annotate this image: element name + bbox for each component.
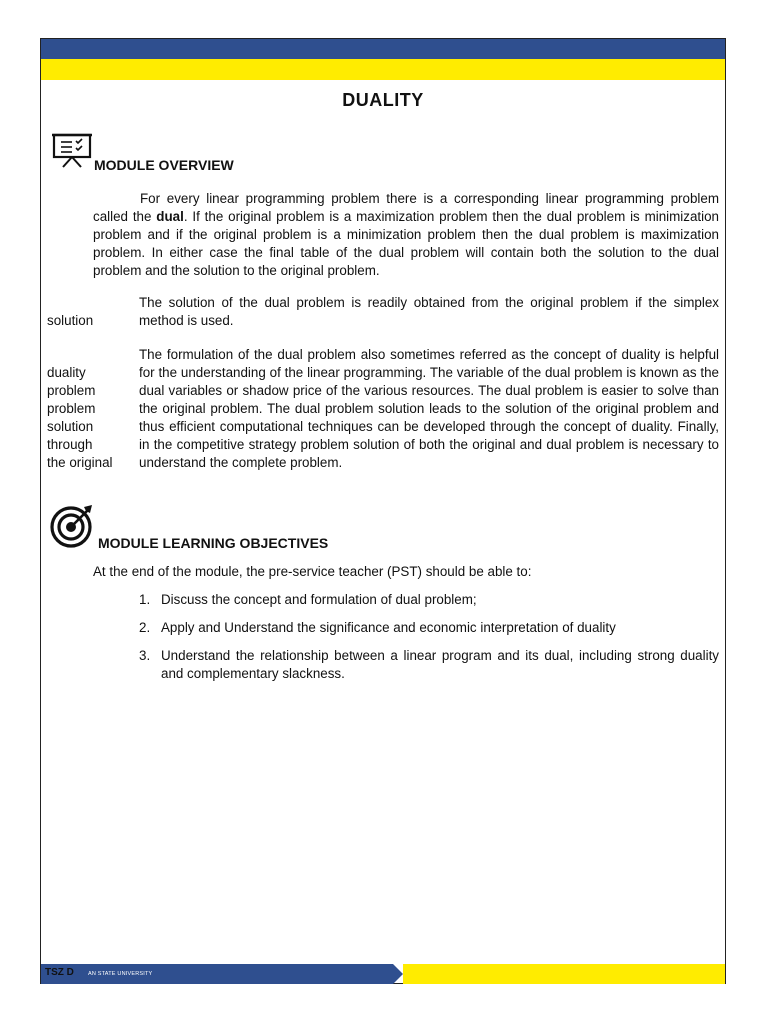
list-item: [139, 591, 719, 609]
footer-arrow: [393, 964, 403, 984]
side-note: duality: [47, 365, 86, 380]
side-note: through: [47, 437, 93, 452]
presentation-board-icon: [52, 132, 92, 168]
list-text: Discuss the concept and formulation of dual problem;: [161, 592, 477, 607]
list-text: Understand the relationship between a linear program and its dual, including strong duality and complementary slackness.: [161, 648, 719, 681]
overview-paragraph-2: [139, 294, 719, 330]
side-note: the original: [47, 455, 113, 470]
target-icon: [50, 503, 96, 549]
header-blue-bar: [41, 39, 725, 59]
overview-paragraph-1: [93, 190, 719, 280]
para1-pre: For every linear programming problem there is a corresponding linear programming problem called the: [93, 191, 719, 224]
header-yellow-bar: [41, 59, 725, 80]
footer-university-name: AN STATE UNIVERSITY: [88, 971, 153, 977]
side-notes-3: [47, 364, 113, 472]
side-note: problem: [47, 401, 96, 416]
side-note: solution: [47, 419, 94, 434]
overview-paragraph-3: [139, 346, 719, 472]
page-title: DUALITY: [342, 90, 424, 110]
list-item: [139, 619, 719, 637]
objectives-intro: At the end of the module, the pre-service teacher (PST) should be able to:: [93, 564, 532, 579]
footer-logo: TSZ D: [45, 967, 74, 978]
para2-text: The solution of the dual problem is readily obtained from the original problem if the simplex method is used.: [139, 295, 719, 328]
module-overview-heading: MODULE OVERVIEW: [94, 157, 234, 173]
list-text: Apply and Understand the significance and economic interpretation of duality: [161, 620, 616, 635]
learning-objectives-heading: MODULE LEARNING OBJECTIVES: [98, 535, 329, 551]
para1-bold-term: dual: [156, 209, 184, 224]
para3-text: The formulation of the dual problem also sometimes referred as the concept of duality is helpful for the understanding of the linear programming. The variable of the dual problem is known as the dual variables or shadow price of the various resources. The dual problem is easier to solve than the original problem. The dual problem solution leads to the solution of the original problem and thus efficient computational techniques can be developed through the concept of duality. Finally, in the competitive strategy problem solution of both the original and dual problem is necessary to understand the complete problem.: [139, 347, 719, 470]
side-note: solution: [47, 313, 94, 328]
list-number: 2.: [139, 620, 151, 635]
side-notes-2: [47, 312, 93, 330]
page-frame: [40, 38, 726, 984]
side-note: problem: [47, 383, 96, 398]
footer-yellow-bar: [403, 964, 725, 984]
list-number: 3.: [139, 648, 151, 663]
list-number: 1.: [139, 592, 151, 607]
para1-post: . If the original problem is a maximization problem then the dual problem is minimization problem and if the original problem is a minimization problem then the dual problem is maximization problem. In either case the final table of the dual problem will contain both the solution to the dual problem and the solution to the original problem.: [93, 209, 720, 278]
objectives-list: [139, 591, 719, 693]
list-item: [139, 647, 719, 683]
